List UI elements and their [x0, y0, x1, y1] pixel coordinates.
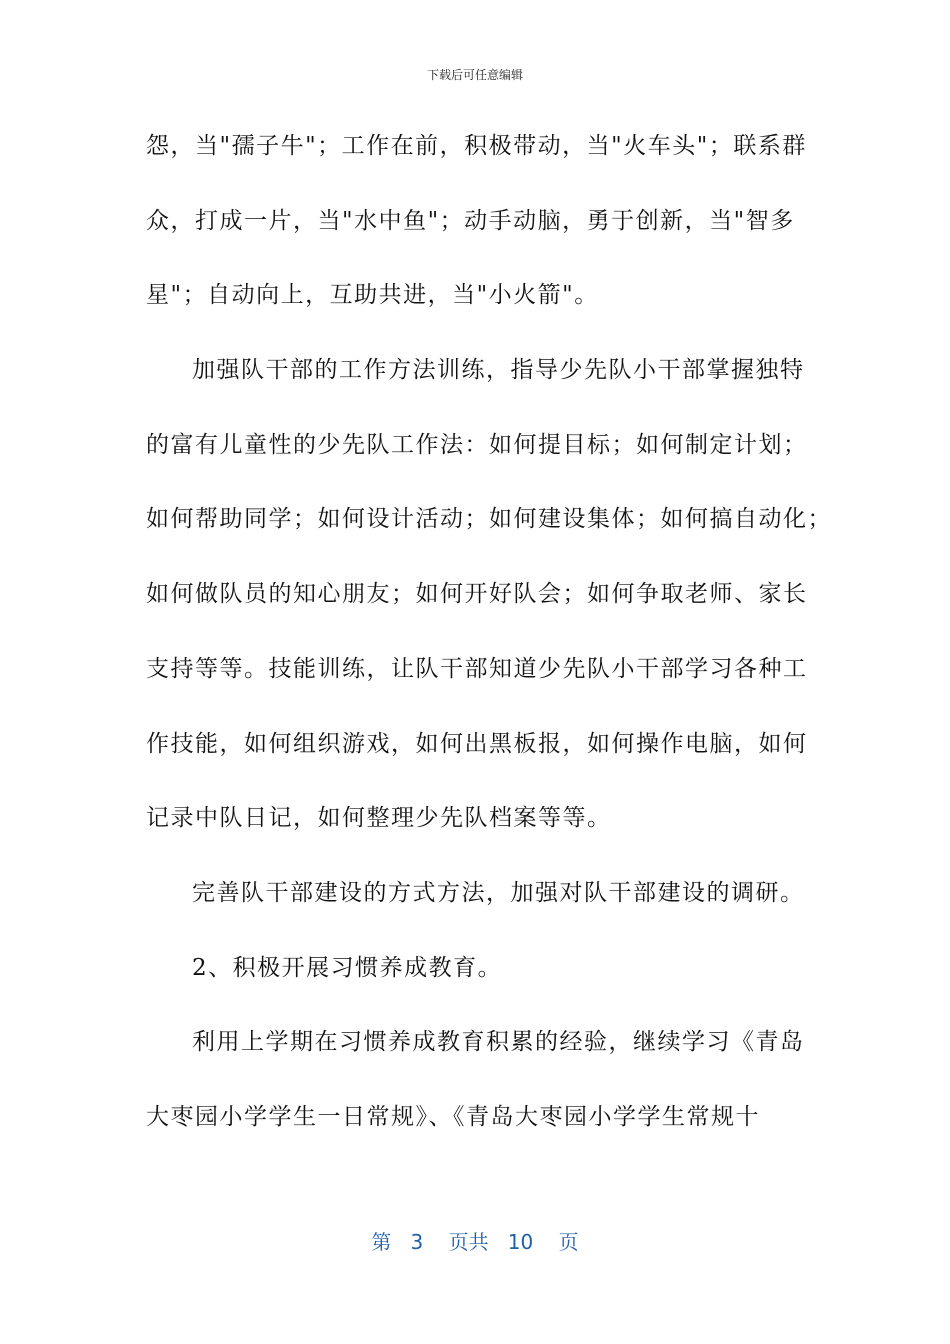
footer-prefix: 第: [371, 1230, 392, 1254]
footer-total-pages: 10: [507, 1230, 534, 1254]
text-line-14: 大枣园小学学生一日常规》、《青岛大枣园小学学生常规十: [146, 1103, 760, 1130]
text-line-1: 怨，当"孺子牛"；工作在前，积极带动，当"火车头"；联系群: [146, 133, 807, 159]
text-line-3: 星"；自动向上，互助共进，当"小火箭"。: [146, 282, 599, 309]
text-line-8: 支持等等。技能训练，让队干部知道少先队小干部学习各种工: [146, 655, 808, 682]
text-line-12: 2、积极开展习惯养成教育。: [192, 954, 503, 981]
footer-current-page: 3: [410, 1230, 424, 1254]
footer-middle: 页共: [448, 1230, 489, 1254]
text-line-5: 的富有儿童性的少先队工作法：如何提目标；如何制定计划；: [146, 431, 808, 458]
text-line-13: 利用上学期在习惯养成教育积累的经验，继续学习《青岛: [192, 1029, 805, 1056]
text-line-2: 众，打成一片，当"水中鱼"；动手动脑，勇于创新，当"智多: [146, 207, 795, 234]
footer-suffix: 页: [558, 1230, 579, 1254]
text-line-7: 如何做队员的知心朋友；如何开好队会；如何争取老师、家长: [146, 581, 808, 608]
text-line-6: 如何帮助同学；如何设计活动；如何建设集体；如何搞自动化；: [146, 506, 832, 533]
text-line-11: 完善队干部建设的方式方法，加强对队干部建设的调研。: [192, 879, 805, 906]
document-body: [146, 122, 832, 1168]
text-line-9: 作技能，如何组织游戏，如何出黑板报，如何操作电脑，如何: [146, 730, 808, 757]
page-header: 下载后可任意编辑: [426, 68, 523, 82]
text-line-4: 加强队干部的工作方法训练，指导少先队小干部掌握独特: [192, 357, 805, 384]
page-footer: [0, 1226, 950, 1255]
text-line-10: 记录中队日记，如何整理少先队档案等等。: [146, 805, 612, 832]
